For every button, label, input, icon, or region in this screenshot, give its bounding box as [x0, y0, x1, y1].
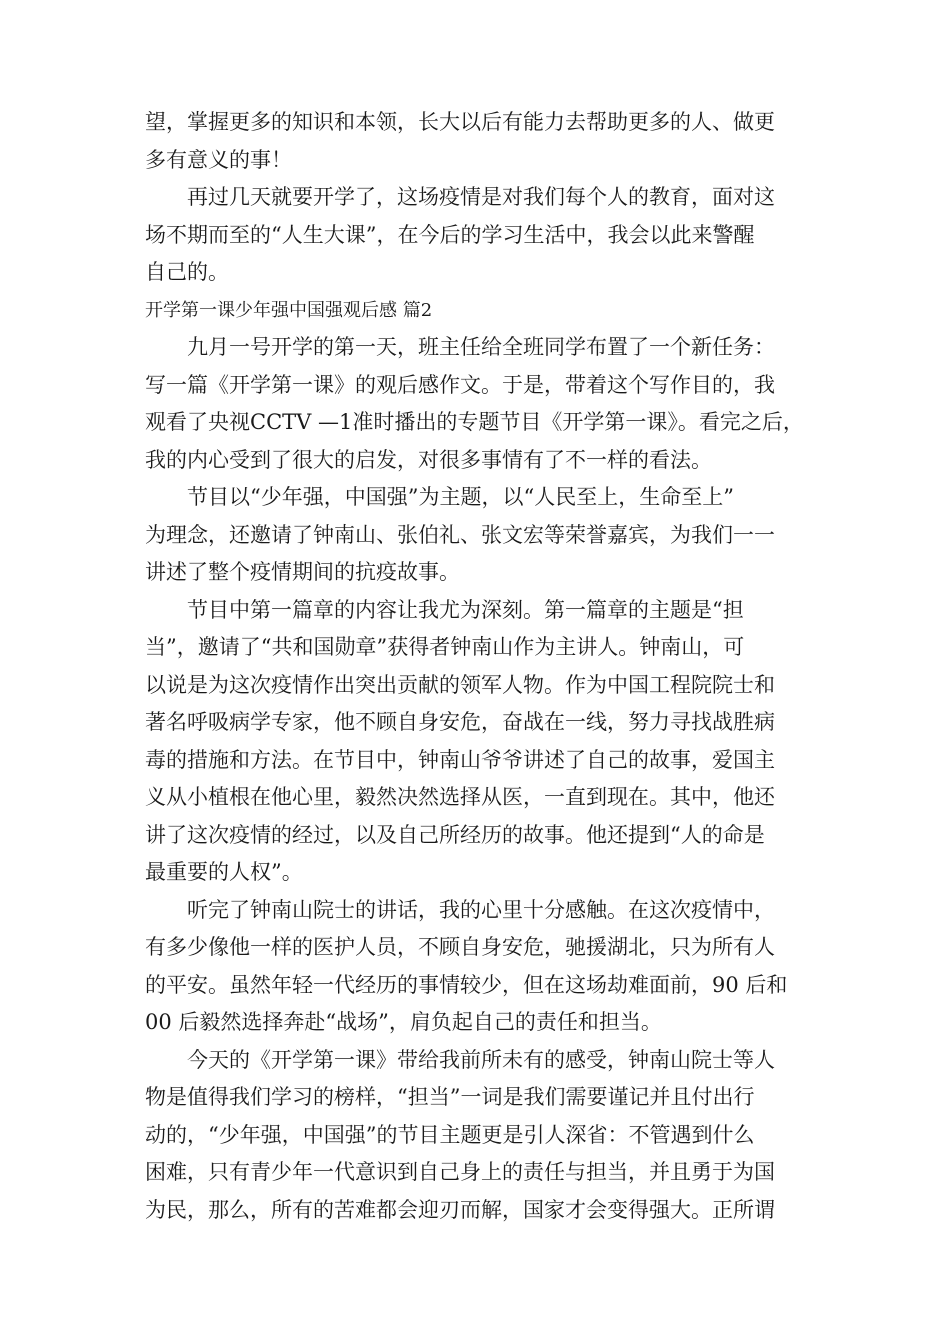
paragraph [145, 104, 825, 179]
text-line: 再过几天就要开学了，这场疫情是对我们每个人的教育，面对这 [145, 185, 775, 209]
text-line: 物是值得我们学习的榜样，“担当”一词是我们需要谨记并且付出行 [145, 1085, 755, 1109]
heading-text: 开学第一课少年强中国强观后感 篇2 [145, 299, 433, 321]
text-line: 义从小植根在他心里，毅然决然选择从医，一直到现在。其中，他还 [145, 785, 775, 809]
text-line: 自己的。 [145, 260, 229, 284]
text-line: 困难，只有青少年一代意识到自己身上的责任与担当，并且勇于为国 [145, 1160, 775, 1184]
text-line: 听完了钟南山院士的讲话，我的心里十分感触。在这次疫情中， [145, 897, 775, 922]
text-line: 今天的《开学第一课》带给我前所未有的感受，钟南山院士等人 [145, 1047, 775, 1072]
text-line: 节目中第一篇章的内容让我尤为深刻。第一篇章的主题是“担 [145, 597, 744, 622]
text-line: 观看了央视CCTV —1准时播出的专题节目《开学第一课》。看完之后， [145, 410, 804, 434]
paragraph [145, 892, 825, 1042]
paragraph [145, 479, 825, 592]
text-line: 节目以“少年强，中国强”为主题，以“人民至上，生命至上” [145, 485, 734, 509]
text-line: 有多少像他一样的医护人员，不顾自身安危，驰援湖北，只为所有人 [145, 935, 775, 959]
paragraph [145, 329, 825, 479]
text-line: 讲述了整个疫情期间的抗疫故事。 [145, 560, 460, 584]
text-line: 讲了这次疫情的经过，以及自己所经历的故事。他还提到“人的命是 [145, 822, 765, 847]
text-line: 场不期而至的“人生大课”，在今后的学习生活中，我会以此来警醒 [145, 222, 755, 247]
paragraph [145, 1042, 825, 1230]
text-line: 为民，那么，所有的苦难都会迎刃而解，国家才会变得强大。正所谓 [145, 1197, 775, 1222]
text-line: 以说是为这次疫情作出突出贡献的领军人物。作为中国工程院院士和 [145, 672, 775, 697]
text-line: 当”，邀请了“共和国勋章”获得者钟南山作为主讲人。钟南山，可 [145, 635, 745, 659]
text-line: 望，掌握更多的知识和本领，长大以后有能力去帮助更多的人、做更 [145, 110, 775, 134]
text-line: 00 后毅然选择奔赴“战场”，肩负起自己的责任和担当。 [145, 1010, 662, 1034]
text-line: 最重要的人权”。 [145, 860, 303, 884]
section-heading [145, 292, 825, 330]
paragraph [145, 179, 825, 292]
text-line: 多有意义的事！ [145, 147, 292, 172]
text-line: 九月一号开学的第一天，班主任给全班同学布置了一个新任务： [145, 335, 775, 359]
paragraph [145, 592, 825, 892]
text-line: 写一篇《开学第一课》的观后感作文。于是，带着这个写作目的，我 [145, 372, 775, 397]
text-line: 的平安。虽然年轻一代经历的事情较少，但在这场劫难面前，90 后和 [145, 972, 788, 997]
text-line: 我的内心受到了很大的启发，对很多事情有了不一样的看法。 [145, 447, 712, 472]
text-line: 为理念，还邀请了钟南山、张伯礼、张文宏等荣誉嘉宾，为我们一一 [145, 522, 775, 547]
text-line: 动的，“少年强，中国强”的节目主题更是引人深省：不管遇到什么 [145, 1122, 755, 1147]
text-line: 毒的措施和方法。在节目中，钟南山爷爷讲述了自己的故事，爱国主 [145, 747, 775, 772]
document-page [145, 104, 825, 1229]
text-line: 著名呼吸病学专家，他不顾自身安危，奋战在一线，努力寻找战胜病 [145, 710, 775, 734]
